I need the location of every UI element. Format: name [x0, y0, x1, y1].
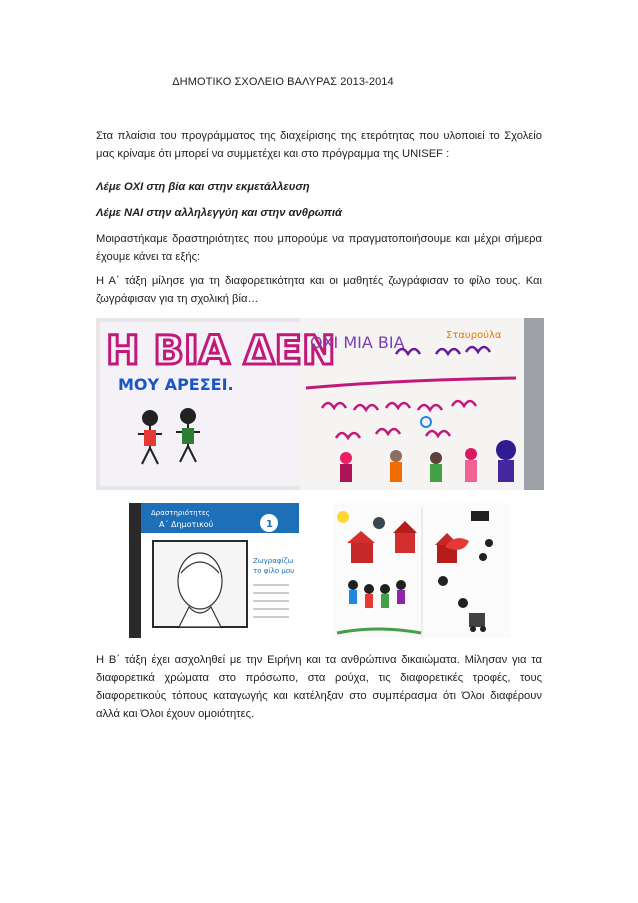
slogan-no: Λέμε ΟΧΙ στη βία και στην εκμετάλλευση [96, 181, 310, 193]
book-caption-1: Ζωγραφίζω [253, 557, 294, 565]
drawing-right-name: Σταυρούλα [446, 330, 502, 341]
book-header-2: Α΄ Δημοτικού [159, 520, 214, 529]
drawing-right-title: ΟΧΙ ΜΙΑ ΒΙΑ [310, 333, 405, 352]
document-header: ΔΗΜΟΤΙΚΟ ΣΧΟΛΕΙΟ ΒΑΛΥΡΑΣ 2013-2014 [172, 76, 394, 88]
slogan-yes: Λέμε ΝΑΙ στην αλληλεγγύη και στην ανθρωπιά [96, 207, 342, 219]
drawing-left-subtitle: ΜΟΥ ΑΡΕΣΕΙ. [118, 375, 234, 394]
class-b-paragraph: Η Β΄ τάξη έχει ασχοληθεί με την Ειρήνη και τα ανθρώπινα δικαιώματα. Μίλησαν για τα διαφορετικά χρώματα στο πρόσωπο, στα ρούχα, τις διαφορετικές τροφές, τους διαφορετικούς τόπους καταγωγής και κατέληξαν στο συμπέρασμα ότι Όλοι διαφέρουν αλλά και Όλοι έχουν ομοιότητες. [96, 654, 542, 720]
book-number: 1 [266, 519, 273, 530]
drawing-left-title: Η ΒΙΑ ΔΕΝ [106, 328, 336, 374]
book-header-1: Δραστηριότητες [151, 509, 210, 517]
class-a-paragraph: Η Α΄ τάξη μίλησε για τη διαφορετικότητα και οι μαθητές ζωγράφισαν το φίλο τους. Και ζωγράφισαν για τη σχολική βία… [96, 275, 542, 305]
book-page-image [129, 503, 299, 638]
intro-paragraph: Στα πλαίσια του προγράμματος της διαχείρισης της ετερότητας που υλοποιεί το Σχολείο μας κρίναμε ότι μπορεί να συμμετέχει και στο πρόγραμμα της UNISEF : [96, 130, 542, 160]
book-caption-2: το φίλο μου [253, 567, 295, 575]
drawing-houses-image [333, 503, 511, 638]
shared-paragraph: Μοιραστήκαμε δραστηριότητες που μπορούμε να πραγματοποιήσουμε και μέχρι σήμερα έχουμε κάνει τα εξής: [96, 233, 542, 263]
children-drawings-image [96, 318, 544, 490]
